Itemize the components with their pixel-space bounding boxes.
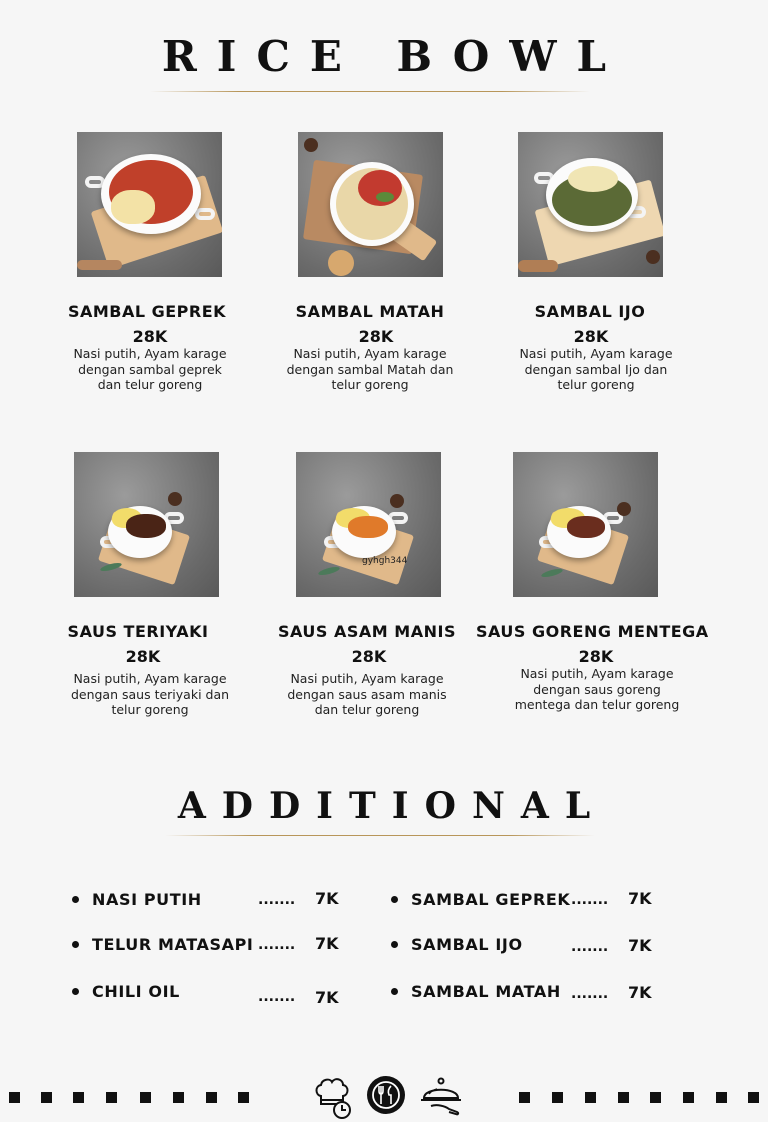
dish-description: Nasi putih, Ayam karage dengan sambal Ijo dan telur goreng [519,346,673,392]
bullet-icon [72,896,79,903]
additional-item [72,981,352,1005]
footer-square [683,1092,694,1103]
leader-dots: ....... [571,939,609,955]
dish-photo-sambal-matah [298,132,443,277]
additional-item-name: SAMBAL IJO [411,935,523,954]
additional-item-price: 7K [315,988,339,1007]
dish-photo-saus-teriyaki [74,452,219,597]
footer-square [716,1092,727,1103]
dish-name: SAMBAL MATAH [295,302,445,321]
rice-bowl-title: RICE BOWL [161,32,627,81]
footer-square [618,1092,629,1103]
plate-cutlery-icon [366,1075,406,1115]
dish-description: Nasi putih, Ayam karage dengan saus goreng mentega dan telur goreng [514,666,680,712]
footer-square [238,1092,249,1103]
dish-photo-saus-goreng-mentega [513,452,658,597]
footer-square [552,1092,563,1103]
chef-hat-clock-icon [313,1076,353,1120]
dish-photo-saus-asam-manis [296,452,441,597]
footer-square [585,1092,596,1103]
photo-watermark: gyhgh344 [362,556,408,566]
dish-name: SAUS TERIYAKI [67,622,209,641]
footer-square [748,1092,759,1103]
footer-square [41,1092,52,1103]
dish-price: 28K [358,327,394,346]
dish-description: Nasi putih, Ayam karage dengan sambal geprek dan telur goreng [73,346,227,392]
additional-item [391,889,671,913]
additional-divider [165,835,595,836]
dish-price: 28K [578,647,614,666]
footer-square [206,1092,217,1103]
leader-dots: ....... [571,986,609,1002]
additional-item-name: TELUR MATASAPI [92,935,254,954]
dish-photo-sambal-ijo [518,132,663,277]
dish-name: SAUS ASAM MANIS [278,622,456,641]
additional-item-name: SAMBAL GEPREK [411,890,571,909]
additional-title: ADDITIONAL [177,785,607,827]
footer-square [73,1092,84,1103]
dish-price: 28K [573,327,609,346]
dish-photo-sambal-geprek [77,132,222,277]
dish-price: 28K [351,647,387,666]
bullet-icon [391,941,398,948]
bullet-icon [391,896,398,903]
footer-square [140,1092,151,1103]
additional-item [72,889,352,913]
dish-name: SAUS GORENG MENTEGA [476,622,709,641]
title-divider [150,91,590,92]
dish-name: SAMBAL IJO [534,302,646,321]
bullet-icon [72,988,79,995]
footer-square [9,1092,20,1103]
serving-cloche-icon [419,1076,465,1116]
leader-dots: ....... [571,892,609,908]
additional-item-price: 7K [628,889,652,908]
dish-description: Nasi putih, Ayam karage dengan saus teriyaki dan telur goreng [70,671,230,717]
dish-description: Nasi putih, Ayam karage dengan sambal Matah dan telur goreng [286,346,454,392]
dish-price: 28K [132,327,168,346]
additional-item-name: NASI PUTIH [92,890,202,909]
additional-item [391,981,671,1005]
bullet-icon [72,941,79,948]
footer-square [650,1092,661,1103]
additional-item-name: SAMBAL MATAH [411,982,561,1001]
footer-square [106,1092,117,1103]
leader-dots: ....... [258,937,296,953]
bullet-icon [391,988,398,995]
additional-item [391,934,671,958]
additional-item [72,934,352,958]
additional-item-price: 7K [628,983,652,1002]
dish-price: 28K [125,647,161,666]
additional-item-price: 7K [315,889,339,908]
additional-item-price: 7K [315,934,339,953]
additional-item-name: CHILI OIL [92,982,180,1001]
leader-dots: ....... [258,989,296,1005]
leader-dots: ....... [258,892,296,908]
dish-description: Nasi putih, Ayam karage dengan saus asam manis dan telur goreng [287,671,447,717]
dish-name: SAMBAL GEPREK [67,302,227,321]
additional-item-price: 7K [628,936,652,955]
footer-square [519,1092,530,1103]
footer-square [173,1092,184,1103]
